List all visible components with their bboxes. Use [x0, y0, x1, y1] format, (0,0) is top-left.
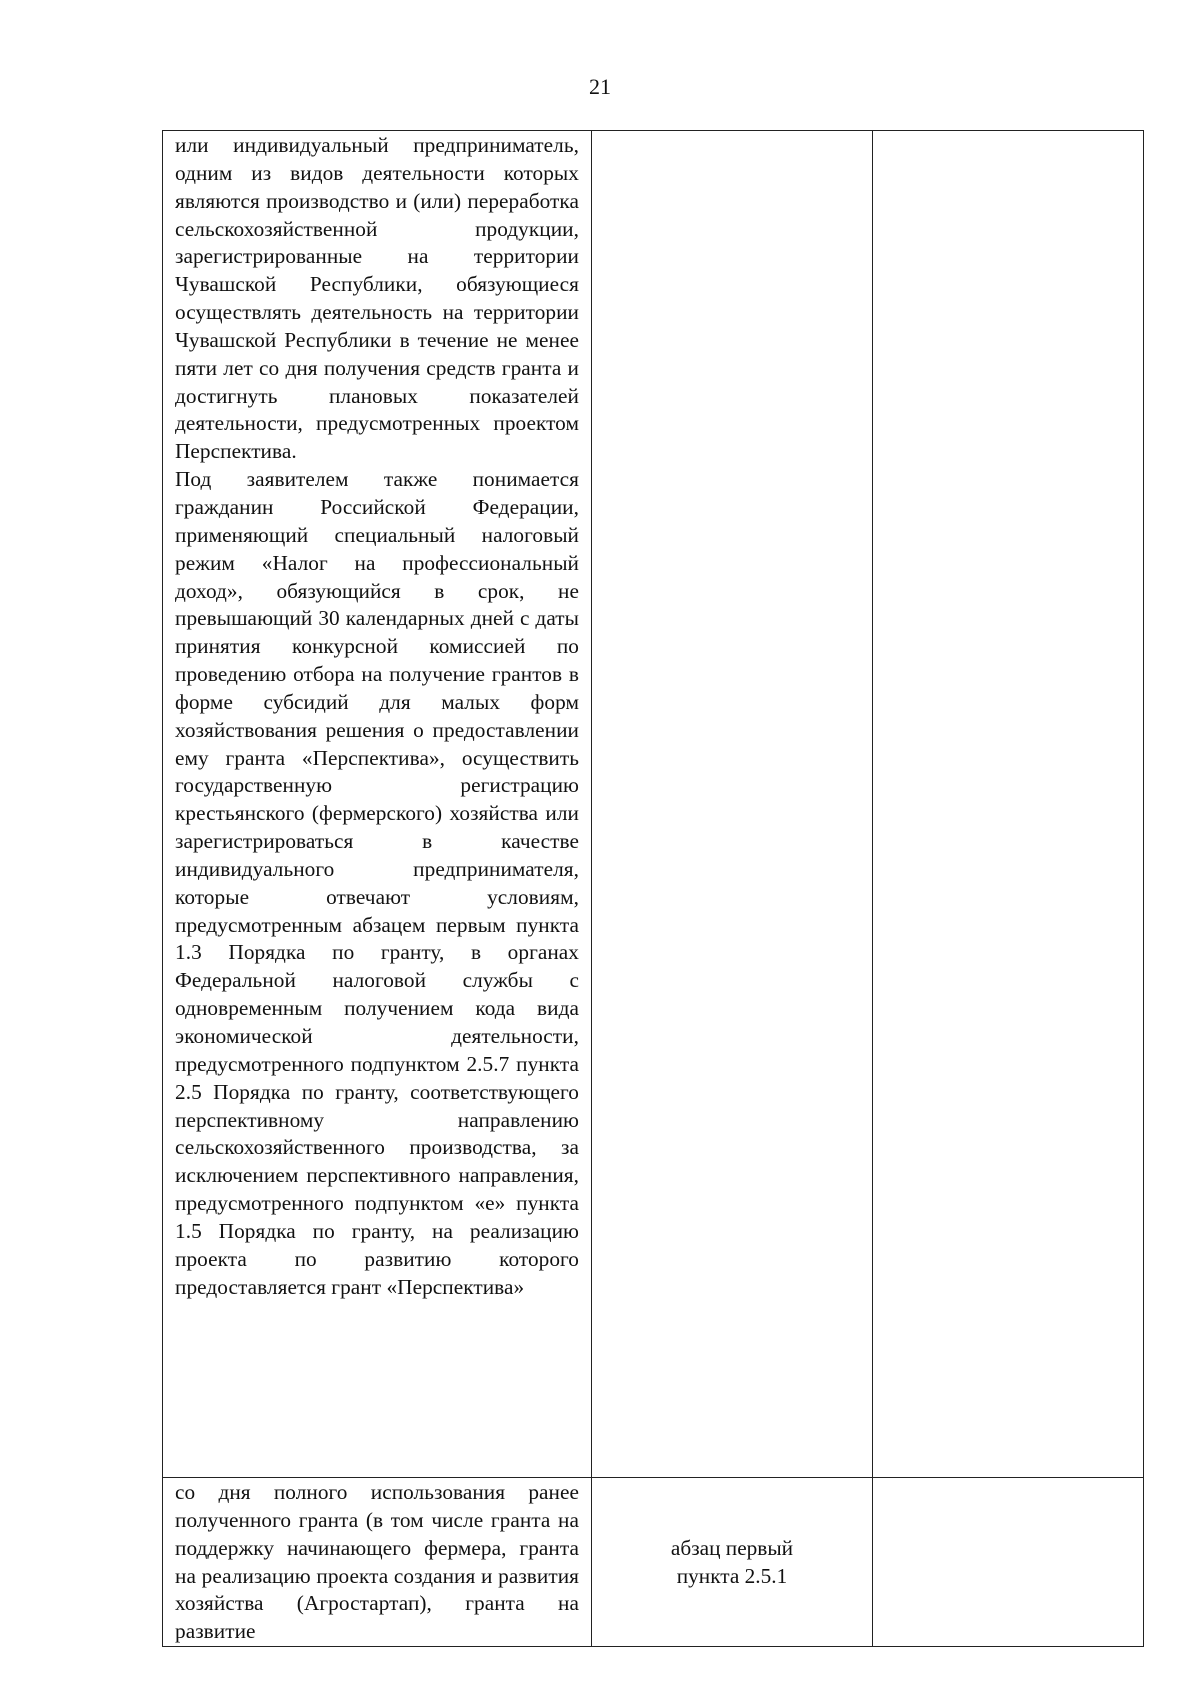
document-table	[162, 130, 1144, 1647]
cell-text	[873, 1478, 1143, 1479]
table-row	[163, 131, 1144, 1478]
page-number: 21	[589, 74, 611, 99]
table-cell-note	[873, 1478, 1144, 1647]
reference-line: абзац первый	[670, 1536, 794, 1561]
table-cell-reference	[592, 1478, 873, 1647]
cell-text: со дня полного использования ранее полученного гранта (в том числе гранта на поддержку начинающего фермера, гранта на реализацию проекта создания и развития хозяйства (Агростартап), гранта на развитие	[175, 1480, 579, 1644]
reference-text	[592, 1534, 872, 1590]
table-row	[163, 1478, 1144, 1647]
reference-line: пункта 2.5.1	[676, 1564, 788, 1589]
paragraph: Под заявителем также понимается гражданин Российской Федерации, применяющий специальный налоговый режим «Налог на профессиональный доход», обязующийся в срок, не превышающий 30 календарных дней с даты принятия конкурсной комиссией по проведению отбора на получение грантов в форме субсидий для малых форм хозяйствования решения о предоставлении ему гранта «Перспектива», осуществить государственную регистрацию крестьянского (фермерского) хозяйства или зарегистрироваться в качестве индивидуального предпринимателя, которые отвечают условиям, предусмотренным абзацем первым пункта 1.3 Порядка по гранту, в органах Федеральной налоговой службы с одновременным получением кода вида экономической деятельности, предусмотренного подпунктом 2.5.7 пункта 2.5 Порядка по гранту, соответствующего перспективному направлению сельскохозяйственного производства, за исключением перспективного направления, предусмотренного подпунктом «е» пункта 1.5 Порядка по гранту, на реализацию проекта по развитию которого предоставляется грант «Перспектива»	[175, 467, 579, 1299]
cell-text	[163, 131, 591, 1301]
cell-text	[592, 131, 872, 132]
paragraph: или индивидуальный предприниматель, одним из видов деятельности которых являются производство и (или) переработка сельскохозяйственной продукции, зарегистрированные на территории Чувашской Республики, обязующиеся осуществлять деятельность на территории Чувашской Республики в течение не менее пяти лет со дня получения средств гранта и достигнуть плановых показателей деятельности, предусмотренных проектом Перспектива.	[175, 133, 579, 464]
table-cell-requirement	[163, 131, 592, 1478]
table-cell-reference	[592, 131, 873, 1478]
cell-text	[873, 131, 1143, 132]
table-cell-note	[873, 131, 1144, 1478]
table-cell-requirement	[163, 1478, 592, 1647]
